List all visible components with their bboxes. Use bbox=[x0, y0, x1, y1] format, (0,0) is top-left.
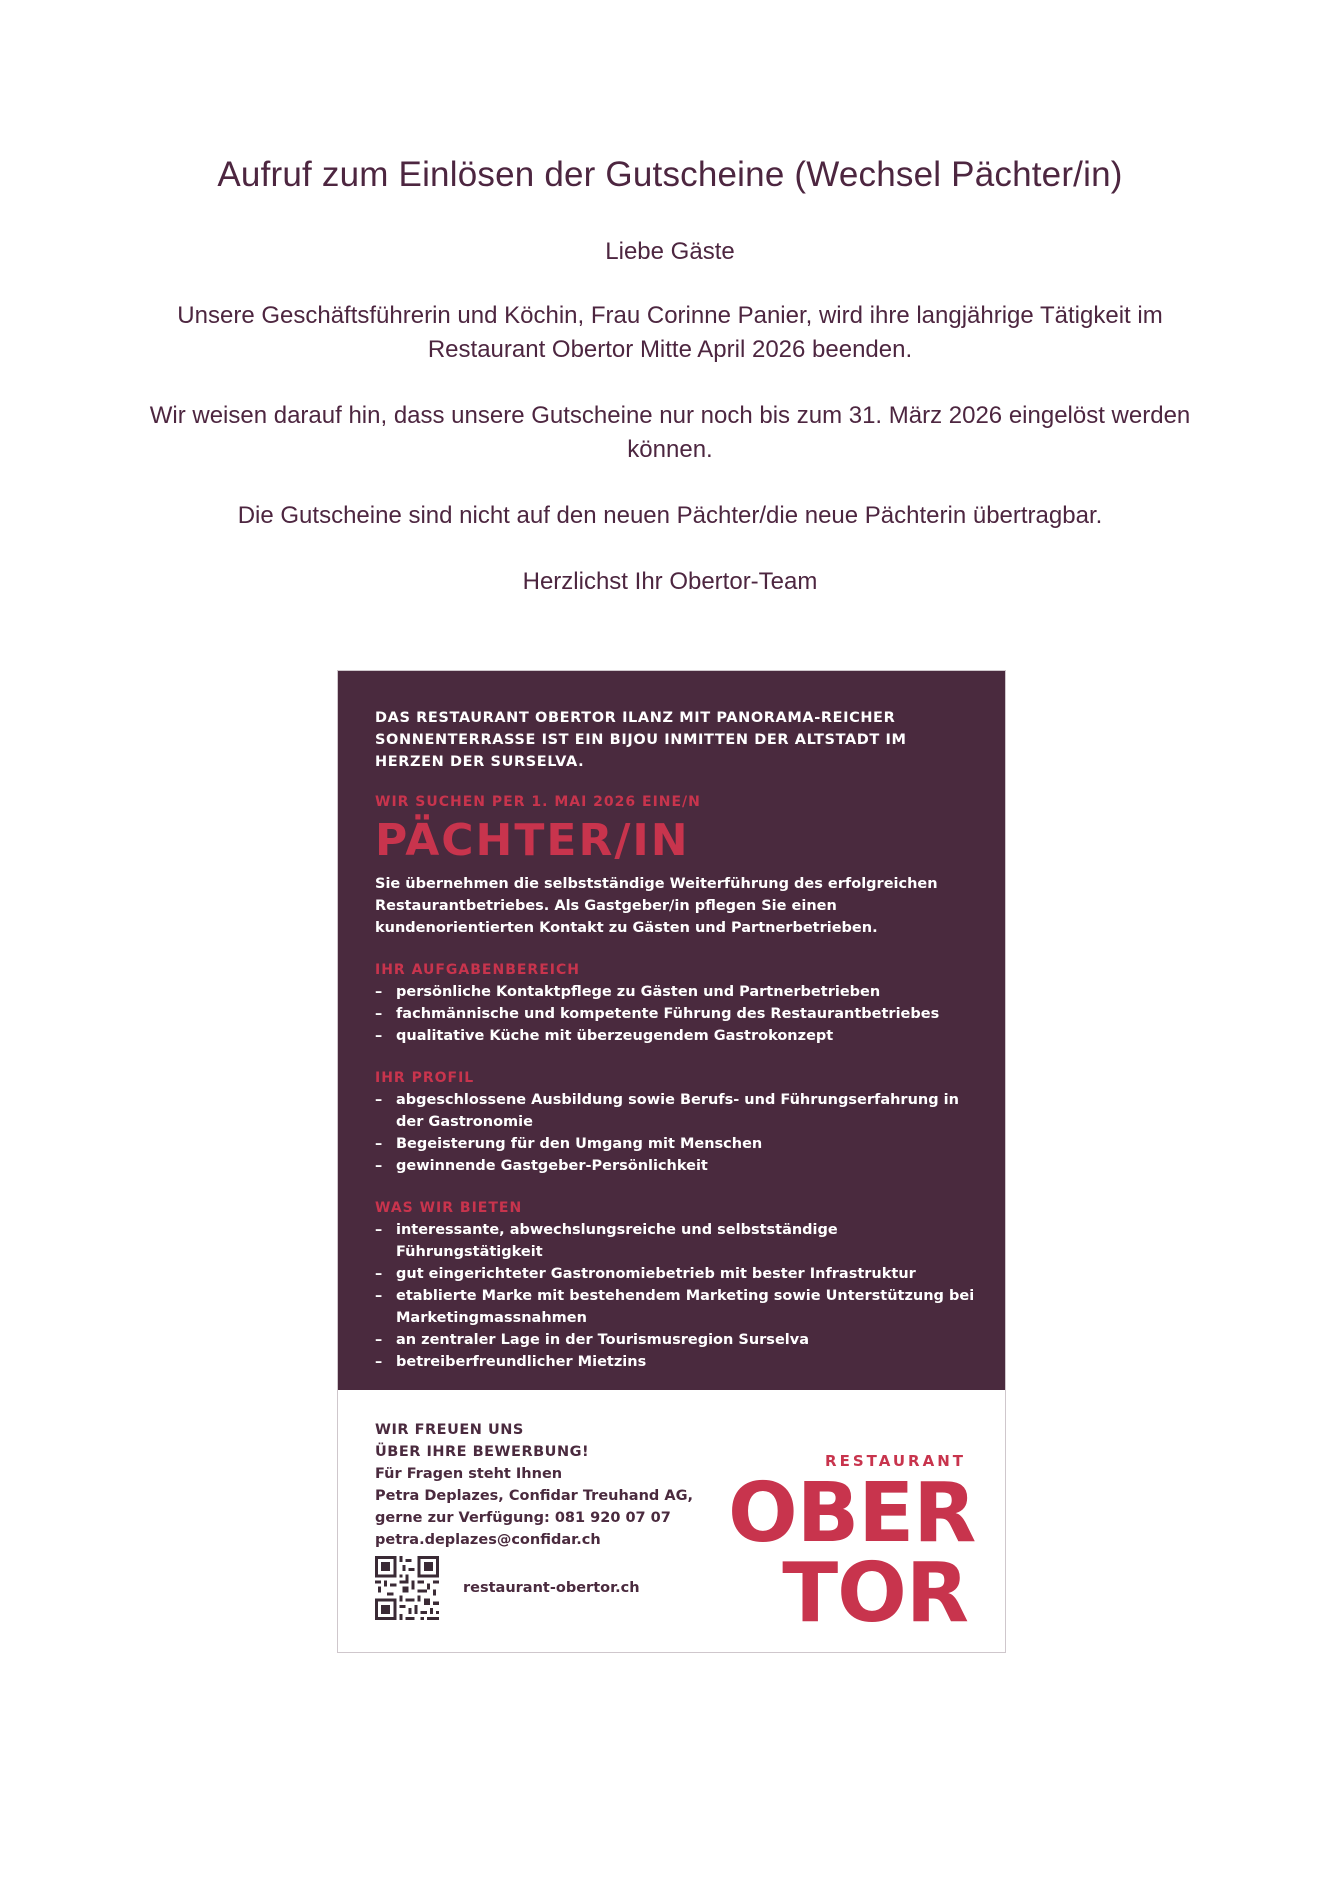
contact-email[interactable]: petra.deplazes@confidar.ch bbox=[375, 1532, 601, 1548]
list-item: – fachmännische und kompetente Führung des Restaurantbetriebes bbox=[375, 1003, 975, 1025]
list-item: – qualitative Küche mit überzeugendem Gastrokonzept bbox=[375, 1025, 975, 1047]
apply-heading-1: WIR FREUEN UNS bbox=[375, 1422, 524, 1438]
notice-paragraph-1: Unsere Geschäftsführerin und Köchin, Frau Corinne Panier, wird ihre langjährige Tätigkeit im Restaurant Obertor Mitte April 2026 beenden. bbox=[177, 302, 1163, 363]
list-item: – betreiberfreundlicher Mietzins bbox=[375, 1351, 975, 1373]
offer-heading: WAS WIR BIETEN bbox=[375, 1200, 523, 1216]
offer-list bbox=[375, 1219, 975, 1373]
ad-dark-panel bbox=[338, 671, 1005, 1390]
tasks-heading: IHR AUFGABENBEREICH bbox=[375, 962, 580, 978]
list-item: – gewinnende Gastgeber-Persönlichkeit bbox=[375, 1155, 975, 1177]
apply-heading-2: ÜBER IHRE BEWERBUNG! bbox=[375, 1444, 590, 1460]
notice-closing: Herzlichst Ihr Obertor-Team bbox=[522, 568, 818, 595]
logo-restaurant-label: RESTAURANT bbox=[825, 1452, 966, 1470]
tasks-list bbox=[375, 981, 975, 1047]
list-item: – abgeschlossene Ausbildung sowie Berufs- und Führungserfahrung in der Gastronomie bbox=[375, 1089, 975, 1133]
qr-row bbox=[375, 1556, 640, 1620]
list-item: – gut eingerichteter Gastronomiebetrieb mit bester Infrastruktur bbox=[375, 1263, 975, 1285]
logo-line-ober: OBER bbox=[728, 1466, 976, 1561]
list-item: – an zentraler Lage in der Tourismusregion Surselva bbox=[375, 1329, 975, 1351]
ad-search-line: WIR SUCHEN PER 1. MAI 2026 EINE/N bbox=[375, 794, 701, 810]
ad-intro: DAS RESTAURANT OBERTOR ILANZ MIT PANORAMA-REICHER SONNENTERRASSE IST EIN BIJOU INMITTEN DER ALTSTADT IM HERZEN DER SURSELVA. bbox=[375, 710, 907, 770]
contact-phone: gerne zur Verfügung: 081 920 07 07 bbox=[375, 1510, 671, 1526]
job-advertisement bbox=[337, 670, 1006, 1653]
restaurant-logo bbox=[728, 1451, 976, 1641]
list-item: – etablierte Marke mit bestehendem Marketing sowie Unterstützung bei Marketingmassnahmen bbox=[375, 1285, 975, 1329]
ad-lead: Sie übernehmen die selbstständige Weiterführung des erfolgreichen Restaurantbetriebes. Als Gastgeber/in pflegen Sie einen kundenorientierten Kontakt zu Gästen und Partnerbetrieben. bbox=[375, 876, 938, 936]
contact-line-1: Für Fragen steht Ihnen bbox=[375, 1466, 563, 1482]
list-item: – Begeisterung für den Umgang mit Menschen bbox=[375, 1133, 975, 1155]
profile-heading: IHR PROFIL bbox=[375, 1070, 475, 1086]
contact-line-2: Petra Deplazes, Confidar Treuhand AG, bbox=[375, 1488, 693, 1504]
ad-contact-block bbox=[375, 1419, 735, 1551]
notice-section bbox=[140, 155, 1200, 631]
notice-paragraph-3: Die Gutscheine sind nicht auf den neuen Pächter/die neue Pächterin übertragbar. bbox=[237, 502, 1103, 529]
logo-line-tor: TOR bbox=[782, 1546, 968, 1641]
notice-title: Aufruf zum Einlösen der Gutscheine (Wechsel Pächter/in) bbox=[217, 155, 1123, 194]
profile-list bbox=[375, 1089, 975, 1177]
ad-job-title: PÄCHTER/IN bbox=[375, 815, 690, 866]
list-item: – interessante, abwechslungsreiche und selbstständige Führungstätigkeit bbox=[375, 1219, 975, 1263]
notice-greeting: Liebe Gäste bbox=[605, 238, 735, 265]
list-item: – persönliche Kontaktpflege zu Gästen und Partnerbetrieben bbox=[375, 981, 975, 1003]
notice-paragraph-2: Wir weisen darauf hin, dass unsere Gutscheine nur noch bis zum 31. März 2026 eingelöst werden können. bbox=[149, 402, 1191, 463]
ad-content bbox=[375, 707, 975, 1373]
website-link[interactable]: restaurant-obertor.ch bbox=[463, 1580, 640, 1596]
qr-code-icon bbox=[375, 1556, 439, 1620]
